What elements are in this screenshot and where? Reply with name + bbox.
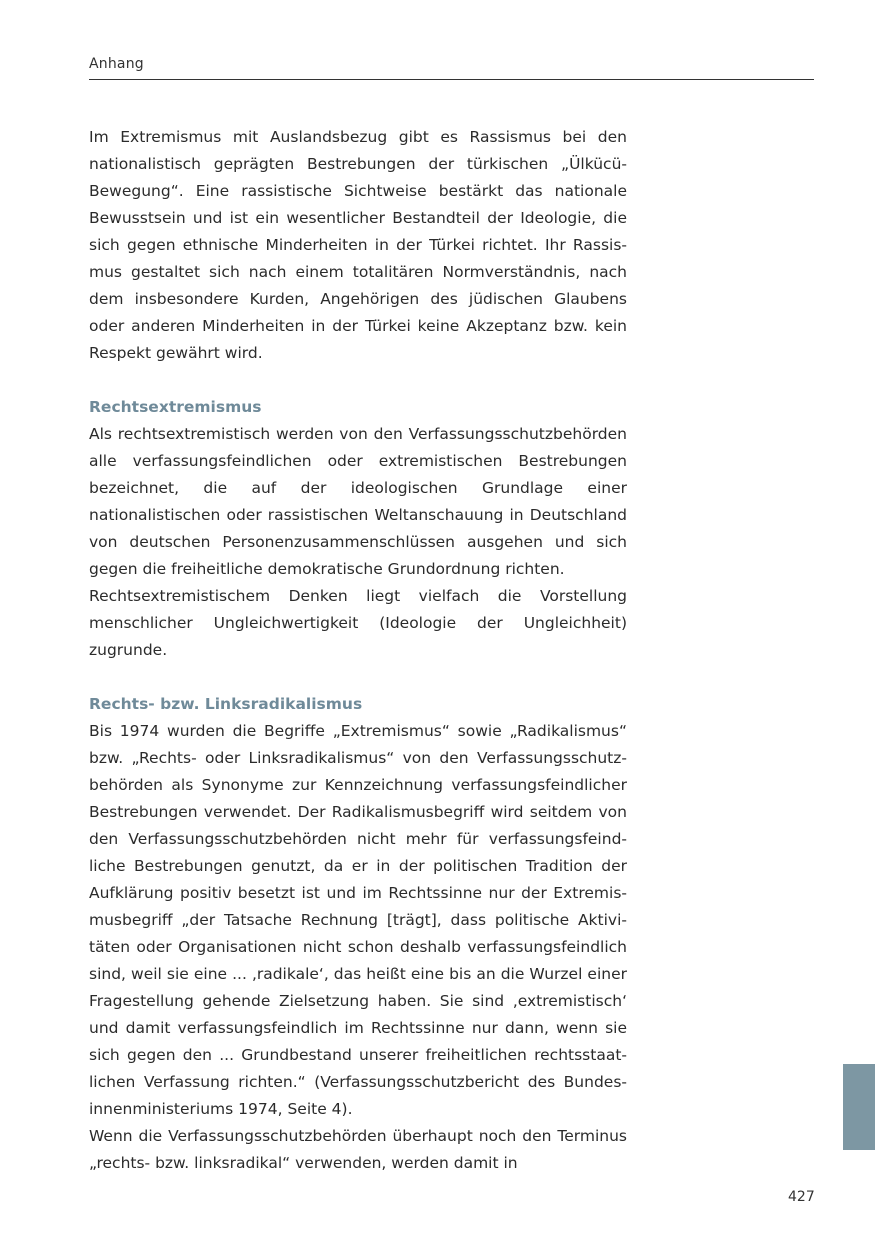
spacer [89, 367, 627, 394]
header-rule [89, 79, 814, 80]
section-paragraph: Als rechtsextremistisch werden von den Verfassungsschutzbehörden alle verfassungsfeindlichen oder extremistischen Bestrebungen bezeichnet, die auf der ideologischen Grundlage einer nationalistischen oder rassistischen Weltanschauung in Deutschland von deutschen Personenzusammenschlüssen ausgehen und sich gegen die freiheitliche demokratische Grundordnung richten. [89, 425, 627, 578]
chapter-tab-marker [843, 1064, 875, 1150]
page-body [89, 124, 627, 1177]
running-header: Anhang [89, 56, 144, 72]
section-paragraph: Bis 1974 wurden die Begriffe „Extremismus“ sowie „Radikalismus“ bzw. „Rechts- oder Linksradikalismus“ von den Verfassungsschutzbehörden als Synonyme zur Kennzeichnung verfassungsfeindlicher Bestrebungen verwendet. Der Radikalismusbegriff wird seitdem von den Verfassungsschutzbehörden nicht mehr für verfassungsfeindliche Bestrebungen genutzt, da er in der politischen Tradition der Aufklärung positiv besetzt ist und im Rechtssinne nur der Extremismusbegriff „der Tatsache Rechnung [trägt], dass politische Aktivitäten oder Organisationen nicht schon deshalb verfassungsfeindlich sind, weil sie eine ... ‚radikale‘, das heißt eine bis an die Wurzel einer Fragestellung gehende Zielsetzung haben. Sie sind ‚extremistisch‘ und damit verfassungsfeindlich im Rechtssinne nur dann, wenn sie sich gegen den ... Grundbestand unserer freiheitlichen rechtsstaatlichen Verfassung richten.“ (Verfassungsschutzbericht des Bundesinnenministeriums 1974, Seite 4). [89, 722, 627, 1118]
intro-paragraph: Im Extremismus mit Auslandsbezug gibt es Rassismus bei den nationalistisch geprägten Bestrebungen der türkischen „Ülkücü-Bewegung“. Eine rassistische Sichtweise bestärkt das nationale Bewusstsein und ist ein wesentlicher Bestandteil der Ideologie, die sich gegen ethnische Minderheiten in der Türkei richtet. Ihr Rassismus gestaltet sich nach einem totalitären Normverständnis, nach dem insbesondere Kurden, Angehörigen des jüdischen Glaubens oder anderen Minderheiten in der Türkei keine Akzeptanz bzw. kein Respekt gewährt wird. [89, 128, 627, 362]
section-title-radikalismus: Rechts- bzw. Linksradikalismus [89, 695, 363, 713]
page-number: 427 [788, 1189, 815, 1205]
section-title-rechtsextremismus: Rechtsextremismus [89, 398, 262, 416]
section-paragraph: Wenn die Verfassungsschutzbehörden überhaupt noch den Terminus „rechts- bzw. linksradikal“ verwenden, werden damit in [89, 1127, 627, 1172]
section-paragraph: Rechtsextremistischem Denken liegt vielfach die Vorstellung menschlicher Ungleichwertigkeit (Ideologie der Ungleichheit) zugrunde. [89, 587, 627, 659]
spacer [89, 664, 627, 691]
